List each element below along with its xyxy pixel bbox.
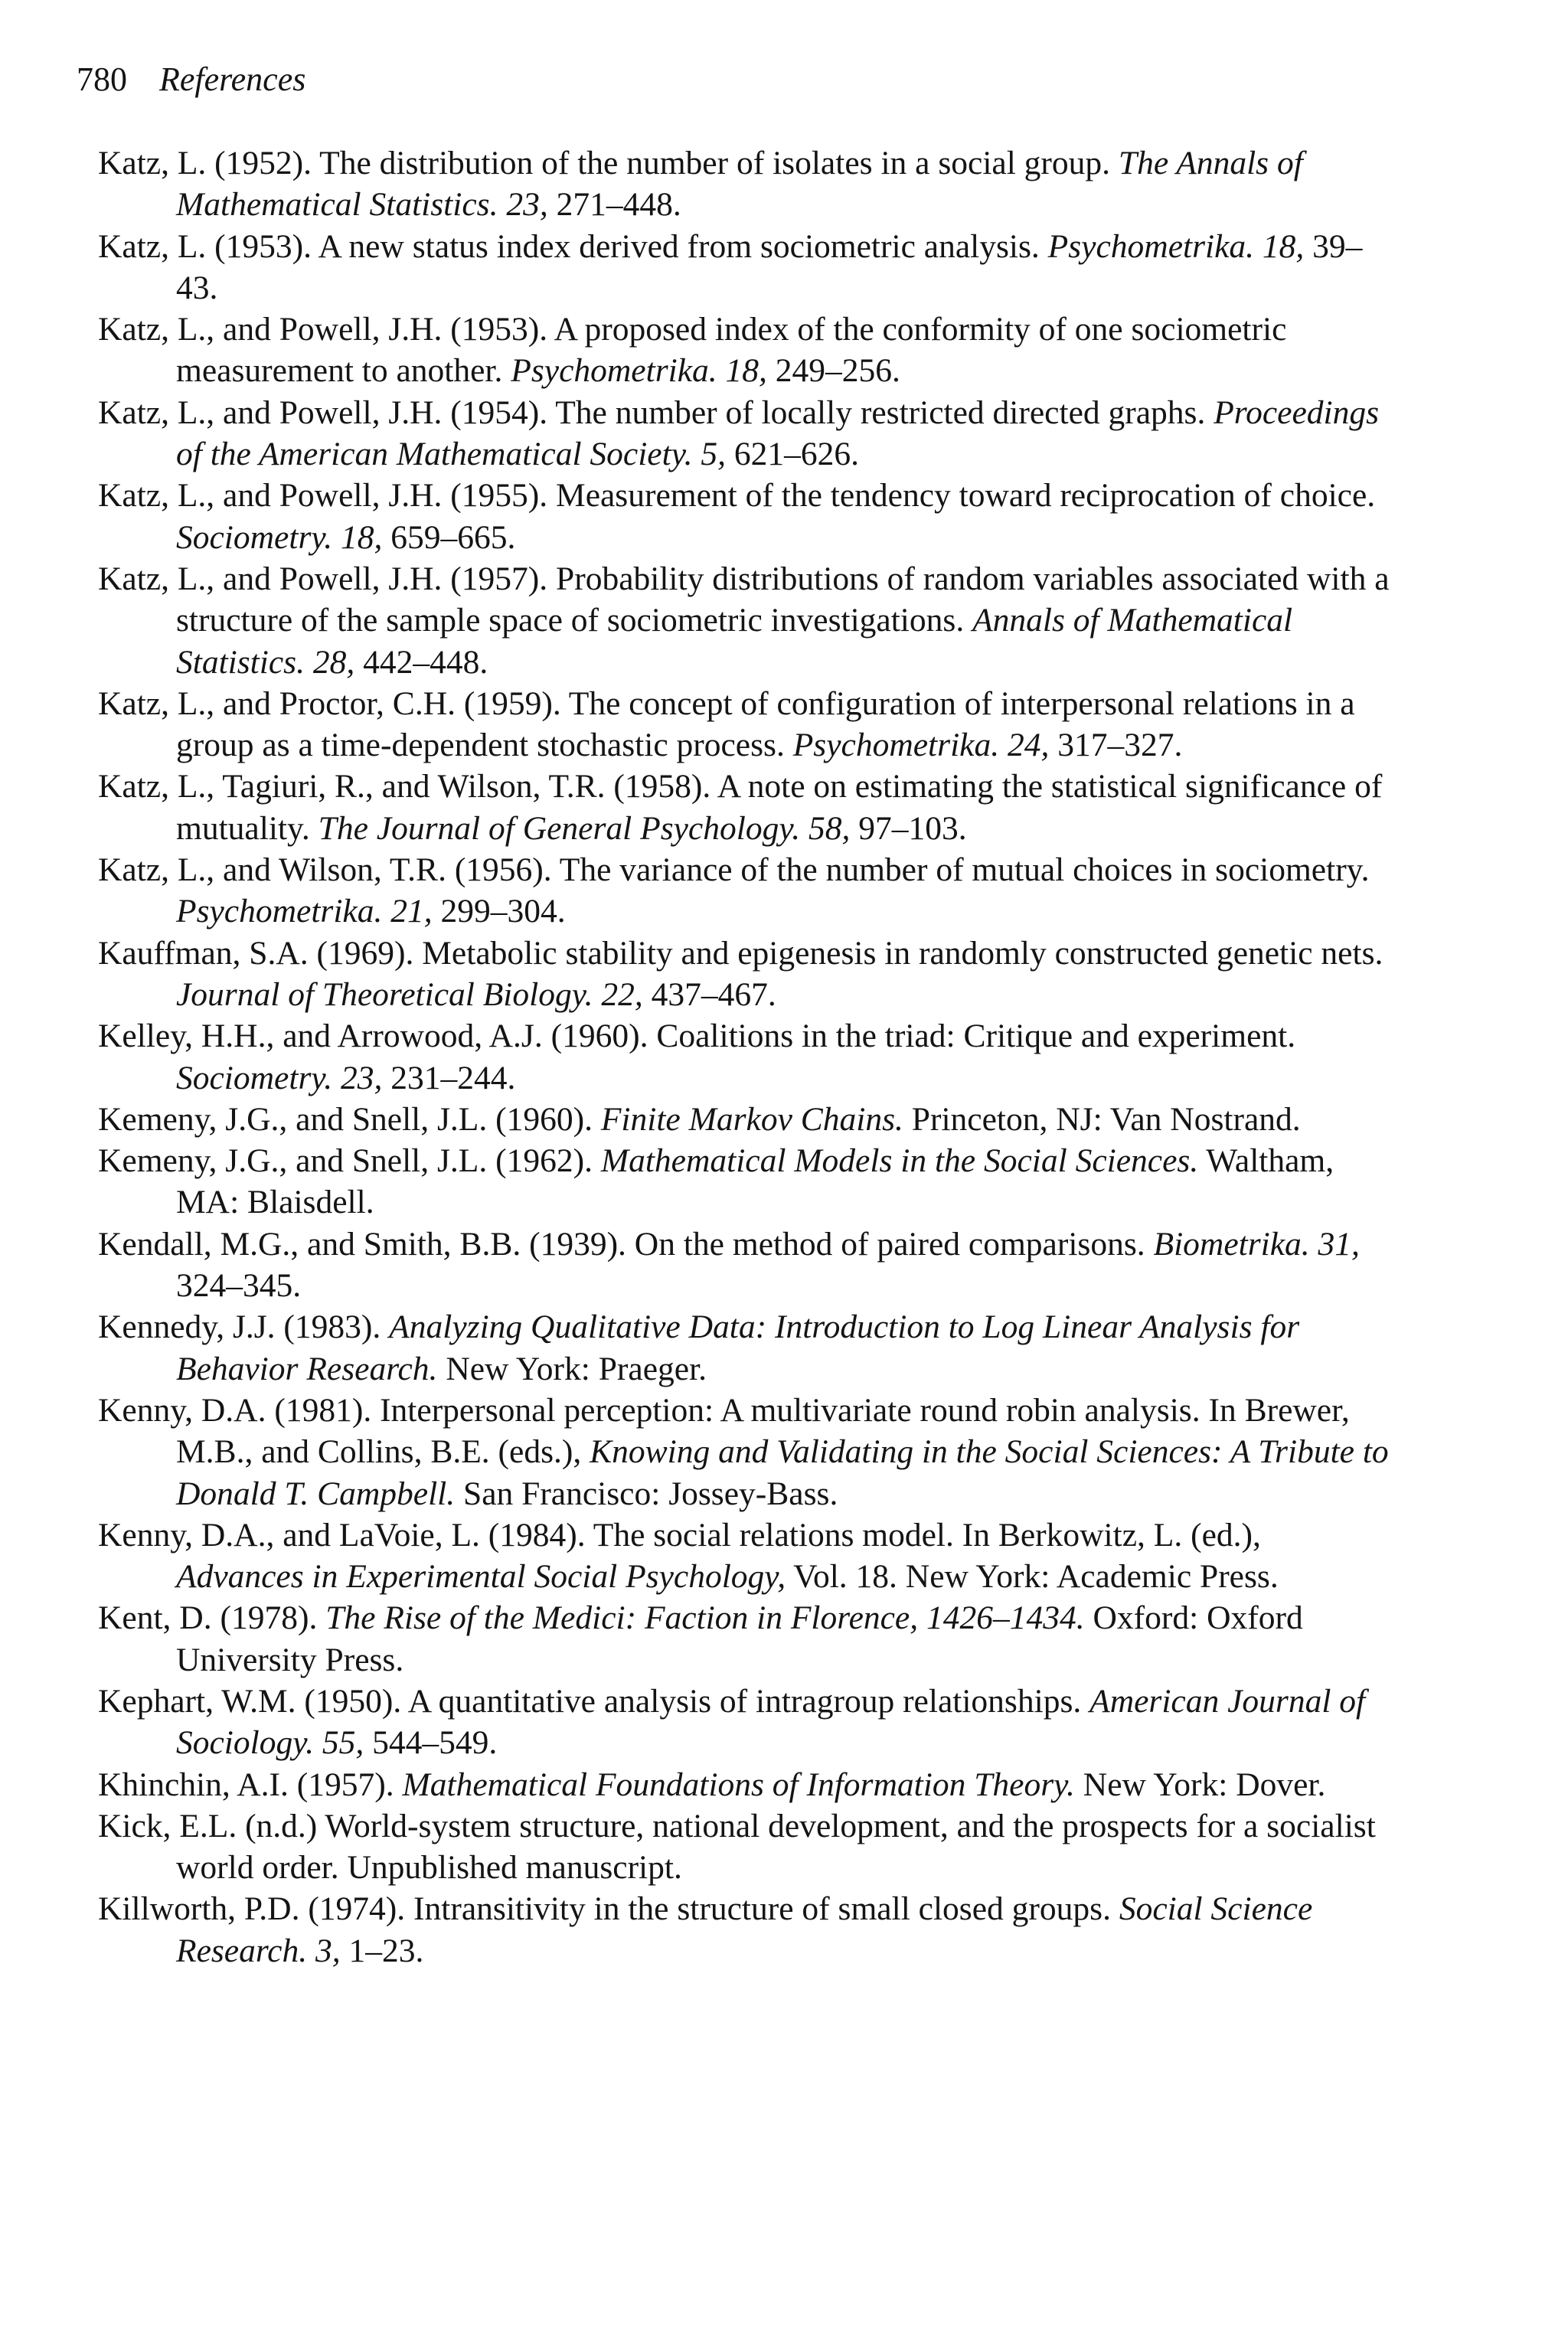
reference-pages: 317–327.: [1049, 727, 1183, 764]
reference-title: Mathematical Foundations of Information Theory.: [402, 1766, 1075, 1803]
reference-pages: 231–244.: [382, 1059, 516, 1096]
reference-entry-killworth-1974: [98, 1888, 1392, 1972]
reference-entry-katz-powell-1954: [98, 392, 1392, 475]
reference-publisher: Waltham, MA: Blaisdell.: [176, 1142, 1334, 1221]
reference-text: Kemeny, J.G., and Snell, J.L. (1960).: [98, 1100, 601, 1138]
reference-publisher: New York: Praeger.: [437, 1350, 707, 1387]
reference-source: Social Science Research. 3,: [176, 1890, 1313, 1969]
reference-source: Sociometry. 18,: [176, 518, 383, 556]
reference-text: Kennedy, J.J. (1983).: [98, 1308, 390, 1346]
reference-publisher: Vol. 18. New York: Academic Press.: [786, 1558, 1279, 1596]
reference-entry-katz-wilson-1956: [98, 849, 1392, 933]
reference-source: Annals of Mathematical Statistics. 28,: [176, 602, 1293, 681]
reference-pages: 324–345.: [176, 1267, 302, 1305]
reference-text: Katz, L., and Powell, J.H. (1957). Probability distributions of random variables associated with a structure of the sample space of sociometric investigations.: [98, 560, 1390, 639]
reference-source: Psychometrika. 24,: [792, 727, 1050, 764]
reference-publisher: San Francisco: Jossey-Bass.: [455, 1475, 838, 1512]
reference-pages: 659–665.: [382, 518, 516, 556]
reference-publisher: New York: Dover.: [1074, 1766, 1326, 1803]
reference-publisher: Princeton, NJ: Van Nostrand.: [903, 1100, 1301, 1138]
reference-source: Journal of Theoretical Biology. 22,: [176, 975, 643, 1013]
section-title: References: [159, 60, 306, 98]
reference-text: Kauffman, S.A. (1969). Metabolic stability and epigenesis in randomly constructed genetic nets.: [98, 934, 1383, 972]
reference-text: Kephart, W.M. (1950). A quantitative analysis of intragroup relationships.: [98, 1682, 1090, 1720]
reference-entry-kent-1978: [98, 1597, 1392, 1681]
reference-text: Katz, L., and Powell, J.H. (1953). A proposed index of the conformity of one sociometric measurement to another.: [98, 311, 1287, 390]
reference-entry-katz-powell-1953: [98, 309, 1392, 392]
reference-title: The Rise of the Medici: Faction in Florence, 1426–1434.: [325, 1599, 1085, 1637]
reference-text: Kenny, D.A. (1981). Interpersonal perception: A multivariate round robin analysis. In Brewer, M.B., and Collins, B.E. (eds.),: [98, 1391, 1350, 1471]
reference-pages: 271–448.: [547, 186, 681, 224]
reference-source: Psychometrika. 21,: [176, 893, 433, 930]
reference-text: Kick, E.L. (n.d.) World-system structure, national development, and the prospects for a socialist world order. Unpublished manuscript.: [98, 1807, 1376, 1887]
reference-text: Kemeny, J.G., and Snell, J.L. (1962).: [98, 1142, 601, 1180]
reference-entry-khinchin-1957: [98, 1764, 1392, 1805]
reference-text: Kelley, H.H., and Arrowood, A.J. (1960). Coalitions in the triad: Critique and experiment.: [98, 1018, 1296, 1055]
reference-pages: 544–549.: [364, 1724, 498, 1762]
reference-pages: 249–256.: [766, 352, 900, 390]
reference-source: Sociometry. 23,: [176, 1059, 383, 1096]
reference-source: American Journal of Sociology. 55,: [176, 1682, 1366, 1762]
reference-text: Killworth, P.D. (1974). Intransitivity in the structure of small closed groups.: [98, 1890, 1119, 1928]
reference-entry-kemeny-snell-1962: [98, 1140, 1392, 1224]
reference-entry-kendall-smith-1939: [98, 1224, 1392, 1307]
reference-pages: 97–103.: [850, 809, 967, 847]
reference-pages: 437–467.: [642, 975, 776, 1013]
reference-list: [98, 142, 1392, 1972]
reference-text: Khinchin, A.I. (1957).: [98, 1766, 403, 1803]
reference-pages: 39–43.: [176, 227, 1363, 306]
running-head: [77, 60, 306, 98]
reference-entry-katz-1952: [98, 142, 1392, 226]
reference-entry-katz-proctor-1959: [98, 683, 1392, 766]
reference-title: Mathematical Models in the Social Sciences.: [600, 1142, 1199, 1180]
reference-pages: 621–626.: [725, 436, 859, 473]
reference-text: Katz, L. (1952). The distribution of the number of isolates in a social group.: [98, 145, 1119, 181]
reference-pages: 442–448.: [354, 643, 488, 681]
reference-title: Advances in Experimental Social Psychology,: [176, 1558, 786, 1596]
reference-title: Finite Markov Chains.: [600, 1100, 903, 1138]
reference-source: The Journal of General Psychology. 58,: [318, 809, 851, 847]
reference-text: Katz, L., and Powell, J.H. (1955). Measurement of the tendency toward reciprocation of choice.: [98, 477, 1376, 515]
reference-text: Katz, L., and Proctor, C.H. (1959). The concept of configuration of interpersonal relations in a group as a time-dependent stochastic process.: [98, 684, 1355, 764]
reference-text: Kendall, M.G., and Smith, B.B. (1939). On the method of paired comparisons.: [98, 1225, 1154, 1263]
reference-source: Biometrika. 31,: [1153, 1225, 1360, 1263]
reference-entry-kephart-1950: [98, 1681, 1392, 1764]
reference-entry-kennedy-1983: [98, 1306, 1392, 1390]
reference-entry-kemeny-snell-1960: [98, 1099, 1392, 1140]
reference-text: Katz, L., and Powell, J.H. (1954). The number of locally restricted directed graphs.: [98, 394, 1214, 431]
reference-publisher: Oxford: Oxford University Press.: [176, 1599, 1303, 1678]
reference-text: Katz, L., Tagiuri, R., and Wilson, T.R. (1958). A note on estimating the statistical significance of mutuality.: [98, 768, 1383, 847]
reference-entry-kenny-lavoie-1984: [98, 1514, 1392, 1598]
reference-entry-kelley-arrowood-1960: [98, 1015, 1392, 1099]
page-number: 780: [77, 60, 127, 98]
reference-text: Katz, L. (1953). A new status index derived from sociometric analysis.: [98, 227, 1048, 265]
reference-source: Psychometrika. 18,: [511, 352, 767, 390]
reference-source: The Annals of Mathematical Statistics. 23,: [176, 145, 1303, 224]
reference-pages: 1–23.: [340, 1932, 424, 1969]
reference-entry-katz-tagiuri-wilson-1958: [98, 766, 1392, 849]
reference-entry-kick-nd: [98, 1805, 1392, 1889]
reference-text: Kent, D. (1978).: [98, 1599, 326, 1637]
reference-title: Knowing and Validating in the Social Sciences: A Tribute to Donald T. Campbell.: [176, 1433, 1389, 1512]
reference-entry-kauffman-1969: [98, 933, 1392, 1016]
reference-title: Analyzing Qualitative Data: Introduction to Log Linear Analysis for Behavior Research.: [176, 1308, 1300, 1387]
reference-source: Proceedings of the American Mathematical Society. 5,: [176, 394, 1380, 473]
reference-pages: 299–304.: [432, 893, 566, 930]
reference-source: Psychometrika. 18,: [1047, 227, 1305, 265]
reference-entry-kenny-1981: [98, 1390, 1392, 1514]
reference-text: Kenny, D.A., and LaVoie, L. (1984). The social relations model. In Berkowitz, L. (ed.),: [98, 1516, 1261, 1554]
reference-entry-katz-powell-1955: [98, 475, 1392, 558]
reference-entry-katz-powell-1957: [98, 558, 1392, 683]
reference-text: Katz, L., and Wilson, T.R. (1956). The variance of the number of mutual choices in sociometry.: [98, 851, 1370, 889]
reference-entry-katz-1953: [98, 226, 1392, 309]
